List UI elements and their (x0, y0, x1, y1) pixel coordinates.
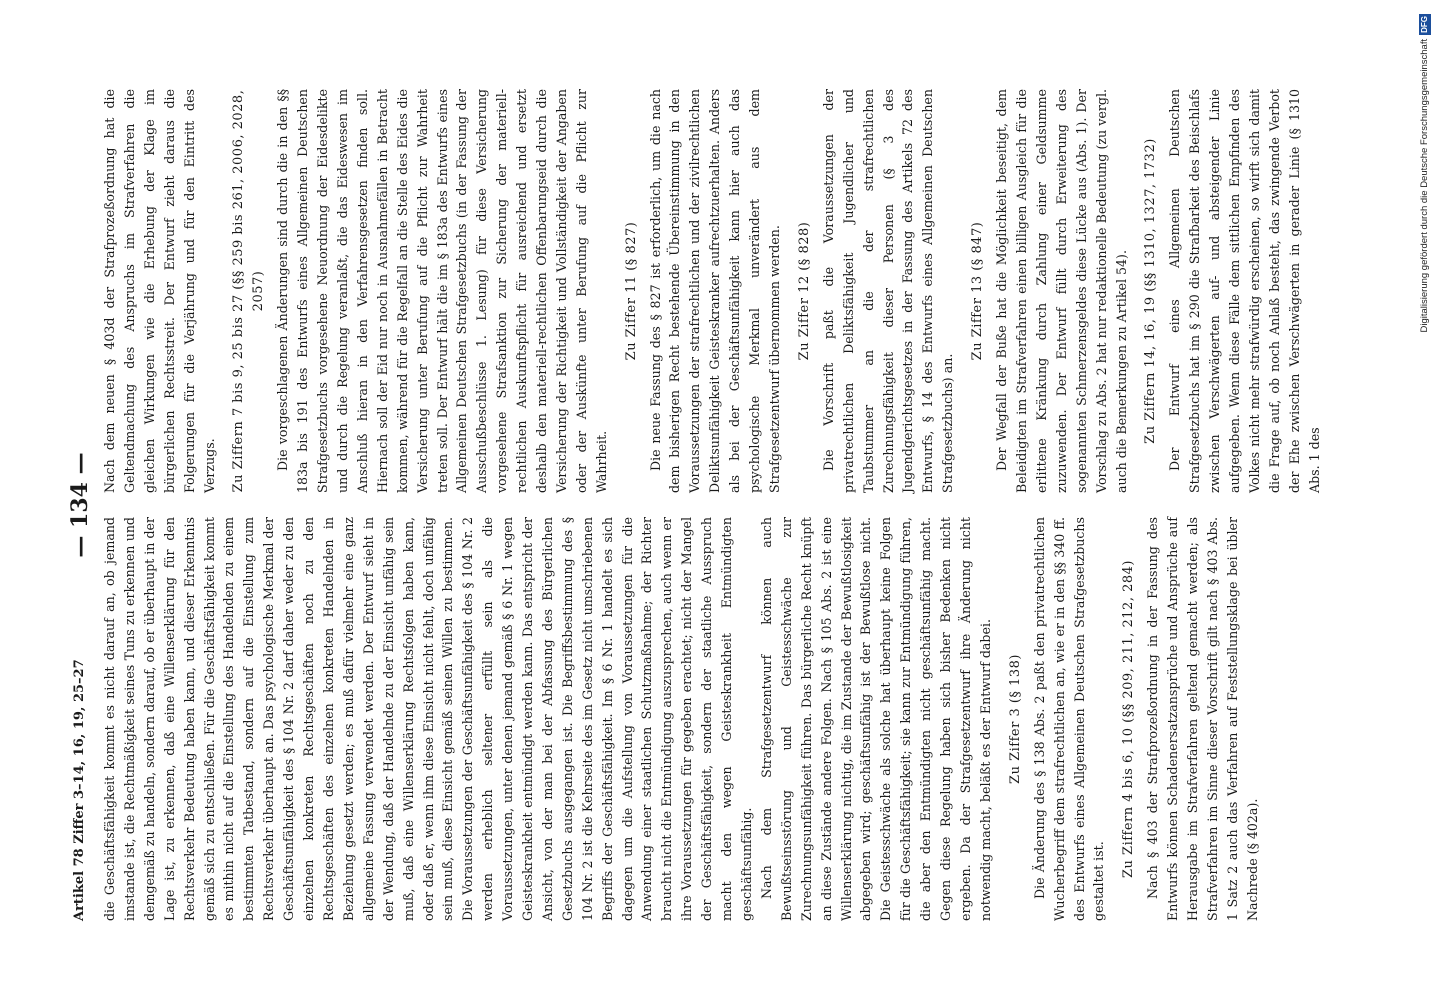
paragraph: die Geschäftsfähigkeit kommt es nicht darauf an, ob jemand imstande ist, die Rechtmäßigkeit seines Tuns zu erkennen und demgemäß zu handeln, sondern darauf, ob er überhaupt in der Lage ist, zu erkennen, daß eine Willenserklärung für den Rechtsverkehr Bedeutung haben kann, und dieser Erkenntnis gemäß sich zu entschließen. Für die Geschäftsfähigkeit kommt es mithin nicht auf die Einstellung des Handelnden zu einem bestimmten Tatbestand, sondern auf die Einstellung zum Rechtsverkehr überhaupt an. Das psychologische Merkmal der Geschäftsunfähigkeit des § 104 Nr. 2 darf daher weder zu den einzelnen konkreten Rechtsgeschäften noch zu den Rechtsgeschäften des einzelnen konkreten Handelnden in Beziehung gesetzt werden; es muß dafür vielmehr eine ganz allgemeine Fassung verwendet werden. Der Entwurf sieht in der Wendung, daß der Handelnde zu der Einsicht unfähig sein muß, daß eine Willenserklärung Rechtsfolgen haben kann, oder daß er, wenn ihm diese Einsicht nicht fehlt, doch unfähig sein muß, diese Einsicht gemäß seinen Willen zu bestimmen. Die Voraussetzungen der Geschäftsunfähigkeit des § 104 Nr. 2 werden erheblich seltener erfüllt sein als die Voraussetzungen, unter denen jemand gemäß § 6 Nr. 1 wegen Geisteskrankheit entmündigt werden kann. Das entspricht der Ansicht, von der man bei der Abfassung des Bürgerlichen Gesetzbuchs ausgegangen ist. Die Begriffsbestimmung des § 104 Nr. 2 ist die Kehrseite des im Gesetz nicht umschriebenen Begriffs der Geschäftsfähigkeit. Im § 6 Nr. 1 handelt es sich dagegen um die Aufstellung von Voraussetzungen für die Anwendung einer staatlichen Schutzmaßnahme; der Richter braucht nicht die Entmündigung auszusprechen, auch wenn er ihre Voraussetzungen für gegeben erachtet; nicht der Mangel der Geschäftsfähigkeit, sondern der staatliche Ausspruch macht den wegen Geisteskrankheit Entmündigten geschäftsunfähig. (102, 517, 754, 921)
section-heading: Zu Ziffer 3 (§ 138) (1007, 654, 1023, 784)
credit-text: Digitalisierung gefördert durch die Deutsche Forschungsgemeinschaft (1419, 38, 1430, 333)
section-heading: Zu Ziffern 14, 16, 19 (§§ 1310, 1327, 1732) (1143, 138, 1159, 444)
paragraph: Die neue Fassung des § 827 ist erforderlich, um die nach dem bisherigen Recht bestehende Übereinstimmung in den Voraussetzungen der strafrechtlichen und der zivilrechtlichen Deliktsunfähigkeit Geisteskranker aufrechtzuerhalten. Anders als bei der Geschäftsunfähigkeit kann hier auch das psychologische Merkmal unverändert aus dem Strafgesetzentwurf übernommen werden. (647, 89, 782, 493)
paragraph: Der Wegfall der Buße hat die Möglichkeit beseitigt, dem Beleidigten im Strafverfahren einen billigen Ausgleich für die erlittene Kränkung durch Zahlung einer Geldsumme zuzuwenden. Der Entwurf füllt durch Erweiterung des sogenannten Schmerzensgeldes diese Lücke aus (Abs. 1). Der Vorschlag zu Abs. 2 hat nur redaktionelle Bedeutung (zu vergl. auch die Bemerkungen zu Artikel 54). (994, 89, 1129, 493)
dfg-logo: DFG (1420, 16, 1429, 33)
paragraph: Der Entwurf eines Allgemeinen Deutschen Strafgesetzbuchs hat im § 290 die Strafbarkeit des Beischlafs zwischen Verschwägerten auf- und absteigender Linie aufgegeben. Wenn diese Fälle dem sittlichen Empfinden des Volkes nicht mehr strafwürdig erscheinen, so wirft sich damit die Frage auf, ob noch Anlaß besteht, das zwingende Verbot der Ehe zwischen Verschwägerten in gerader Linie (§ 1310 Abs. 1 des (1167, 89, 1322, 493)
digitization-credit (1418, 8, 1432, 998)
left-column (100, 517, 1325, 921)
page-header (60, 89, 100, 921)
section-heading: Zu Ziffer 13 (§ 847) (970, 221, 986, 361)
page-number: — 134 — (67, 452, 93, 558)
text-columns (100, 89, 1325, 921)
paragraph: Nach dem neuen § 403d der Strafprozeßordnung hat die Geltendmachung des Anspruchs im Strafverfahren die gleichen Wirkungen wie die Erhebung der Klage im bürgerlichen Rechtsstreit. Der Entwurf zieht daraus die Folgerungen für die Verjährung und für den Eintritt des Verzugs. (102, 89, 217, 493)
right-column (100, 89, 1325, 493)
paragraph: Die Vorschrift paßt die Voraussetzungen der privatrechtlichen Deliktsfähigkeit Jugendlicher und Taubstummer an die der strafrechtlichen Zurechnungsfähigkeit dieser Personen (§ 3 des Jugendgerichtsgesetzes in der Fassung des Artikels 72 des Entwurfs, § 14 des Entwurfs eines Allgemeinen Deutschen Strafgesetzbuchs) an. (820, 89, 956, 493)
section-heading: Zu Ziffer 11 (§ 827) (623, 221, 639, 361)
section-heading: Zu Ziffern 4 bis 6, 10 (§§ 209, 211, 212, 284) (1121, 560, 1137, 878)
paragraph: Die vorgeschlagenen Änderungen sind durch die in den §§ 183a bis 191 des Entwurfs eines Allgemeinen Deutschen Strafgesetzbuchs vorgesehene Neuordnung der Eidesdelikte und durch die Regelung veranlaßt, die das Eideswesen im Anschluß hieran in den Verfahrensgesetzen finden soll. Hiernach soll der Eid nur noch in Ausnahmefällen in Betracht kommen, während für die Regelfall an die Stelle des Eides die Versicherung unter Berufung auf die Pflicht zur Wahrheit treten soll. Der Entwurf hält die im § 183a des Entwurfs eines Allgemeinen Deutschen Strafgesetzbuchs (in der Fassung der Ausschußbeschlüsse 1. Lesung) für diese Versicherung vorgesehene Strafsanktion zur Sicherung der materiell-rechtlichen Auskunftspflicht für ausreichend und ersetzt deshalb den materiell-rechtlichen Offenbarungseid durch die Versicherung der Richtigkeit und Vollständigkeit der Angaben oder der Auskünfte unter Berufung auf die Pflicht zur Wahrheit. (275, 89, 609, 493)
paragraph: Nach dem Strafgesetzentwurf können auch Bewußtseinsstörung und Geistesschwäche zur Zurechnungsunfähigkeit führen. Das bürgerliche Recht knüpft an diese Zustände andere Folgen. Nach § 105 Abs. 2 ist eine Willenserklärung nichtig, die im Zustande der Bewußtlosigkeit abgegeben wird; geschäftsunfähig ist der Bewußtlose nicht. Die Geistesschwäche als solche hat überhaupt keine Folgen für die Geschäftsfähigkeit; sie kann zur Entmündigung führen, die aber den Entmündigten nicht geschäftsunfähig macht. Gegen diese Regelung haben sich bisher Bedenken nicht ergeben. Da der Strafgesetzentwurf ihre Änderung nicht notwendig macht, beläßt es der Entwurf dabei. (758, 517, 993, 921)
section-heading: Zu Ziffern 7 bis 9, 25 bis 27 (§§ 259 bis 261, 2006, 2028, 2057) (231, 89, 267, 493)
section-heading: Zu Ziffer 12 (§ 828) (796, 221, 812, 361)
running-head: Artikel 78 Ziffer 3–14, 16, 19, 25–27 (72, 659, 87, 921)
document-page (60, 75, 1434, 935)
paragraph: Die Änderung des § 138 Abs. 2 paßt den privatrechtlichen Wucherbegriff dem strafrechtlichen an, wie er in den §§ 340 ff. des Entwurfs eines Allgemeinen Deutschen Strafgesetzbuchs gestaltet ist. (1031, 517, 1107, 921)
paragraph: Nach § 403 der Strafprozeßordnung in der Fassung des Entwurfs können Schadenersatzansprüche und Ansprüche auf Herausgabe im Strafverfahren geltend gemacht werden; als Strafverfahren im Sinne dieser Vorschrift gilt nach § 403 Abs. 1 Satz 2 auch das Verfahren auf Feststellungsklage bei übler Nachrede (§ 402a). (1145, 517, 1260, 921)
